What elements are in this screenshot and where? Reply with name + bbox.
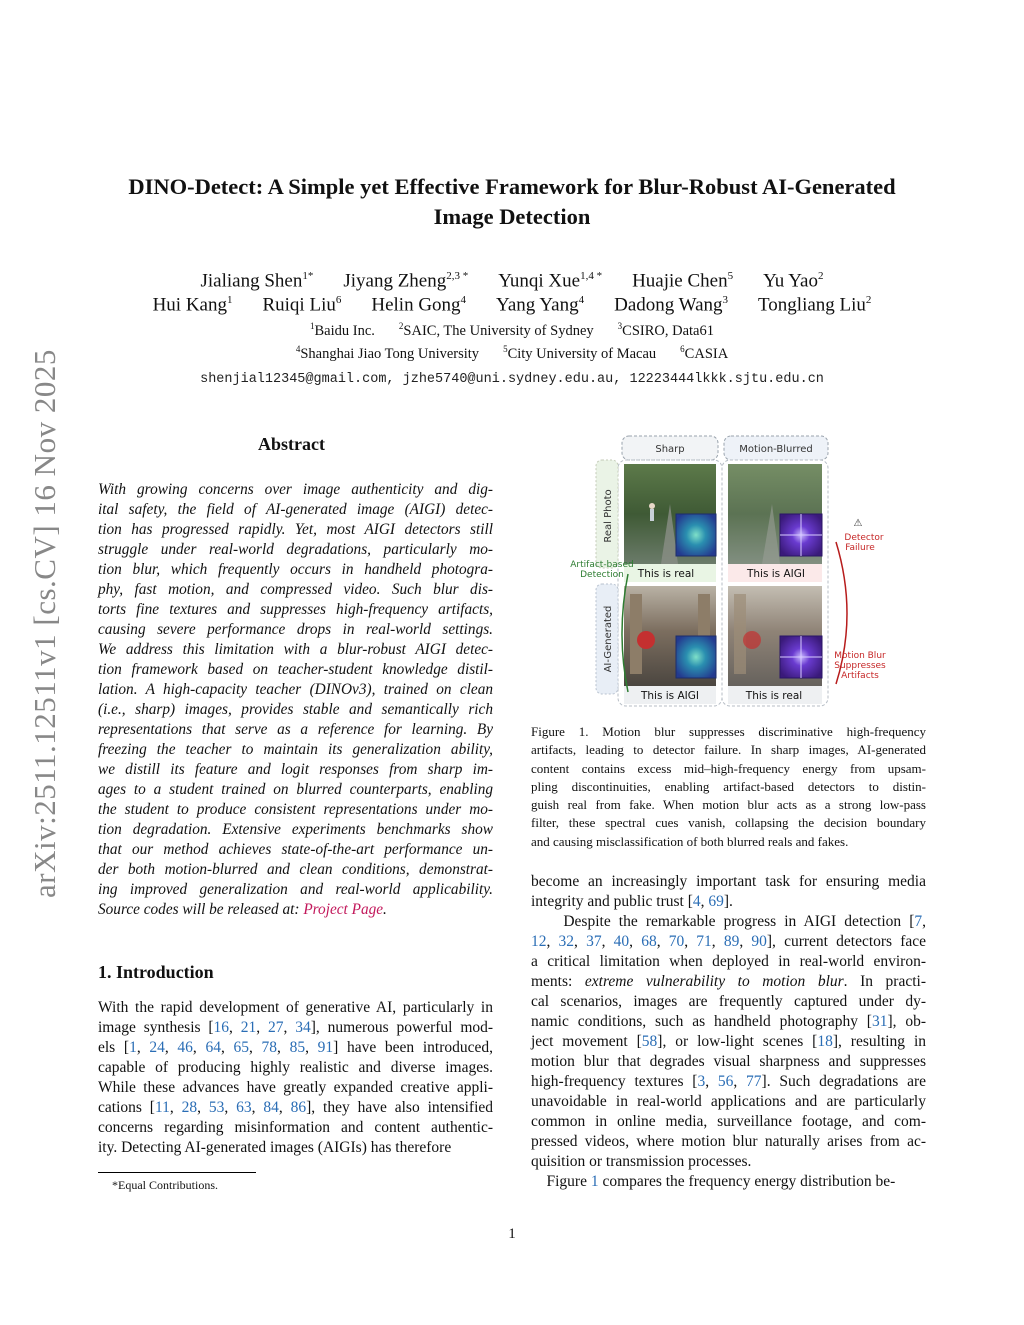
affiliation-number: 4 xyxy=(295,344,301,354)
body-text: capable of producing highly realistic and diverse images. xyxy=(98,1059,493,1076)
author xyxy=(371,294,466,316)
affiliation-row-2 xyxy=(80,344,944,363)
abstract-line: torts fine textures and suppresses high-frequency artifacts, xyxy=(98,601,493,618)
paper-title xyxy=(90,172,934,232)
citation-link[interactable]: 53 xyxy=(208,1099,225,1116)
citation-link[interactable]: 18 xyxy=(817,1033,833,1050)
sharp-ai-photo xyxy=(624,586,716,686)
real-row-label: Real Photo xyxy=(603,489,614,543)
citation-link[interactable]: 28 xyxy=(181,1099,198,1116)
body-text: , xyxy=(733,1073,747,1090)
body-text: , xyxy=(705,1073,718,1090)
author xyxy=(758,294,871,316)
text-line xyxy=(531,1032,926,1052)
body-text: , xyxy=(656,933,669,950)
body-text: image synthesis [ xyxy=(98,1019,214,1036)
citation-link[interactable]: 70 xyxy=(668,933,685,950)
body-text: , xyxy=(277,1039,290,1056)
ai-row-label: AI-Generated xyxy=(603,605,614,673)
blur-suppress-label-3: Artifacts xyxy=(841,671,879,681)
caption-line: filter, these spectral cues vanish, collapsing the decision boundary xyxy=(531,815,926,831)
abstract-line: that our method achieves state-of-the-art performance un- xyxy=(98,841,493,858)
detector-failure-label-2: Failure xyxy=(845,543,875,553)
citation-link[interactable]: 32 xyxy=(558,933,575,950)
caption-line: and causing misclassification of both blurred reals and fakes. xyxy=(531,833,849,849)
body-text: integrity and public trust [ xyxy=(531,893,693,910)
body-text: ]. Such degradations are xyxy=(761,1073,927,1090)
text-line xyxy=(98,1038,493,1058)
citation-link[interactable]: 65 xyxy=(233,1039,249,1056)
author xyxy=(200,270,313,292)
body-text: become an increasingly important task for ensuring media xyxy=(531,873,926,890)
footnote-rule xyxy=(98,1172,256,1173)
citation-link[interactable]: 46 xyxy=(177,1039,193,1056)
author-name: Ruiqi Liu xyxy=(262,294,336,316)
author-affiliation-mark: 1* xyxy=(302,270,314,282)
introduction-text xyxy=(98,998,493,1158)
citation-link[interactable]: 85 xyxy=(289,1039,306,1056)
body-text: ], they have also intensified xyxy=(306,1099,494,1116)
body-text: , xyxy=(305,1039,318,1056)
arxiv-identifier: arXiv:2511.12511v1 [cs.CV] 16 Nov 2025 xyxy=(27,349,62,898)
affiliation-name: CASIA xyxy=(684,345,729,362)
body-text: , xyxy=(700,893,709,910)
citation-link[interactable]: 64 xyxy=(205,1039,221,1056)
abstract-period: . xyxy=(383,901,387,918)
citation-link[interactable]: 7 xyxy=(914,913,923,930)
body-text: , xyxy=(684,933,697,950)
sharp-real-spectrum xyxy=(676,514,716,556)
affiliation-number: 2 xyxy=(398,321,404,331)
abstract-line: causing severe performance drops in real-world settings. xyxy=(98,621,493,638)
blur-column-label: Motion-Blurred xyxy=(739,444,813,455)
text-line xyxy=(531,1112,926,1132)
caption-line: artifacts, leading to detector failure. In sharp images, AI-generated xyxy=(531,742,926,758)
affiliation-number: 6 xyxy=(680,344,685,354)
abstract-line: the student to produce consistent representations under mo- xyxy=(98,801,493,818)
body-text: , xyxy=(197,1099,209,1116)
text-line xyxy=(531,872,926,892)
project-page-link[interactable]: Project Page xyxy=(303,901,384,918)
sharp-ai-spectrum xyxy=(676,636,716,678)
author-affiliation-mark: 4 xyxy=(578,294,585,306)
body-text: unavoidable in real-world applications and are particularly xyxy=(531,1093,926,1110)
abstract-line: we distill its feature and logit responses from sharp im- xyxy=(98,761,493,778)
abstract-line: ital safety, the field of AI-generated image (AIGI) detec- xyxy=(98,501,493,518)
author xyxy=(614,294,728,316)
abstract-line: der both motion-blurred and clean conditions, demonstrat- xyxy=(98,861,493,878)
abstract-line: ages to a student trained on blurred counterparts, enabling xyxy=(98,781,493,798)
citation-link[interactable]: 24 xyxy=(149,1039,165,1056)
affiliation xyxy=(503,344,656,363)
caption-line: content contains excess mid–high-frequency energy from upsam- xyxy=(531,760,926,776)
abstract-line: We address this limitation with a blur-robust AIGI detec- xyxy=(98,641,493,658)
title-line-2: Image Detection xyxy=(433,204,591,229)
affiliation xyxy=(618,321,714,340)
email-line xyxy=(80,369,944,387)
citation-link[interactable]: 3 xyxy=(697,1073,706,1090)
author-affiliation-mark: 2,3 * xyxy=(446,270,469,282)
text-line xyxy=(98,1058,493,1078)
author-name: Yu Yao xyxy=(763,270,818,292)
footnote: *Equal Contributions. xyxy=(112,1178,218,1192)
body-text: , xyxy=(164,1039,178,1056)
body-text: concerns regarding misinformation and content authentic- xyxy=(98,1119,493,1136)
author-affiliation-mark: 2 xyxy=(818,270,824,282)
body-text: ], numerous powerful mod- xyxy=(310,1019,494,1036)
text-line xyxy=(531,1052,926,1072)
page-number: 1 xyxy=(508,1226,516,1242)
body-text: Despite the remarkable progress in AIGI detection [ xyxy=(531,913,915,930)
body-text: compares the frequency energy distribution be- xyxy=(598,1173,896,1190)
sharp-real-verdict: This is real xyxy=(637,568,695,580)
author-name: Dadong Wang xyxy=(614,294,723,316)
body-text: While these advances have greatly expanded creative appli- xyxy=(98,1079,493,1096)
sharp-ai-verdict: This is AIGI xyxy=(640,690,700,702)
emphasis-text: extreme vulnerability to motion blur xyxy=(584,973,844,990)
author-name: Jiyang Zheng xyxy=(343,270,447,292)
body-text: ments: xyxy=(531,973,585,990)
body-text: , xyxy=(283,1019,296,1036)
citation-link[interactable]: 31 xyxy=(871,1013,888,1030)
body-text: , xyxy=(922,913,926,930)
citation-link[interactable]: 71 xyxy=(696,933,712,950)
citation-link[interactable]: 37 xyxy=(586,933,602,950)
blur-suppress-label-2: Suppresses xyxy=(834,661,886,671)
body-text: , xyxy=(169,1099,182,1116)
affiliation-number: 3 xyxy=(617,321,623,331)
author-name: Yunqi Xue xyxy=(498,270,581,292)
body-text: ]. xyxy=(723,893,733,910)
author xyxy=(496,294,584,316)
body-text: common in online media, surveillance footage, and com- xyxy=(531,1113,926,1130)
text-line xyxy=(531,1152,926,1172)
text-line xyxy=(531,932,926,952)
introduction-heading: 1. Introduction xyxy=(98,962,214,982)
body-text: ], current detectors face xyxy=(766,933,927,950)
body-text: , xyxy=(251,1099,264,1116)
citation-link[interactable]: 77 xyxy=(746,1073,762,1090)
sharp-real-photo xyxy=(624,464,716,564)
affiliation xyxy=(680,344,728,363)
right-column-text xyxy=(531,872,926,1192)
author-affiliation-mark: 3 xyxy=(722,294,729,306)
author-affiliation-mark: 1,4 * xyxy=(580,270,603,282)
abstract-heading: Abstract xyxy=(258,434,325,454)
citation-link[interactable]: 69 xyxy=(708,893,724,910)
citation-link[interactable]: 89 xyxy=(723,933,740,950)
citation-link[interactable]: 91 xyxy=(317,1039,334,1056)
citation-link[interactable]: 11 xyxy=(154,1099,170,1116)
blurred-real-photo xyxy=(728,464,822,564)
text-line xyxy=(98,1018,493,1038)
body-text: ity. Detecting AI-generated images (AIGIs) has therefore xyxy=(98,1139,452,1156)
body-text: , xyxy=(546,933,559,950)
body-text: pressed videos, where motion blur naturally arises from ac- xyxy=(531,1133,926,1150)
body-text: , xyxy=(574,933,587,950)
citation-link[interactable]: 58 xyxy=(641,1033,658,1050)
body-text: , xyxy=(136,1039,150,1056)
text-line xyxy=(98,1118,493,1138)
text-line xyxy=(98,1138,493,1158)
affiliation xyxy=(310,321,375,340)
citation-link[interactable]: 4 xyxy=(692,893,701,910)
abstract-line: tion framework based on teacher-student knowledge distil- xyxy=(98,661,493,678)
body-text: a critical limitation when deployed in real-world environ- xyxy=(531,953,926,970)
author-list-row-1 xyxy=(80,270,944,292)
title-line-1: DINO-Detect: A Simple yet Effective Framework for Blur-Robust AI-Generated xyxy=(128,174,896,199)
blurred-ai-verdict: This is real xyxy=(745,690,803,702)
citation-link[interactable]: 86 xyxy=(290,1099,307,1116)
abstract-line: phy, fast motion, and compressed video. Such blur dis- xyxy=(98,581,493,598)
text-line xyxy=(98,1078,493,1098)
citation-link[interactable]: 27 xyxy=(267,1019,284,1036)
abstract-line: tion degradation. Extensive experiments benchmarks show xyxy=(98,821,493,838)
figure-1 xyxy=(566,434,892,708)
text-line xyxy=(531,952,926,972)
author-name: Hui Kang xyxy=(152,294,227,316)
blurred-real-verdict: This is AIGI xyxy=(746,568,806,580)
author-affiliation-mark: 1 xyxy=(226,294,233,306)
email-addresses: shenjial12345@gmail.com, jzhe5740@uni.sydney.edu.au, 12223444lkkk.sjtu.edu.cn xyxy=(200,372,824,387)
body-text: Figure xyxy=(531,1173,591,1190)
text-line xyxy=(98,1098,493,1118)
citation-link[interactable]: 68 xyxy=(641,933,657,950)
sharp-column-label: Sharp xyxy=(655,444,685,455)
text-line xyxy=(531,1012,926,1032)
body-text: . In practi- xyxy=(843,973,926,990)
caption-line: pling discontinuities, enabling artifact-based detectors to distin- xyxy=(531,778,926,794)
author-name: Tongliang Liu xyxy=(758,294,866,316)
body-text: , xyxy=(256,1019,268,1036)
detector-failure-label-1: Detector xyxy=(844,533,884,543)
author-name: Yang Yang xyxy=(496,294,579,316)
abstract-source-text: Source codes will be released at: xyxy=(98,901,304,918)
body-text: With the rapid development of generative AI, particularly in xyxy=(98,999,493,1016)
citation-link[interactable]: 78 xyxy=(261,1039,278,1056)
author xyxy=(632,270,733,292)
blur-suppress-label-1: Motion Blur xyxy=(834,651,886,661)
detector-warning-icon: ⚠ xyxy=(853,518,863,529)
author-affiliation-mark: 5 xyxy=(727,270,734,282)
body-text: ], ob- xyxy=(887,1013,926,1030)
body-text: ], or low-light scenes [ xyxy=(657,1033,818,1050)
text-line xyxy=(531,1132,926,1152)
body-text: , xyxy=(629,933,642,950)
abstract-line: tion has progressed rapidly. Yet, most AIGI detectors still xyxy=(98,521,493,538)
author xyxy=(343,270,468,292)
artifact-detection-label-2: Detection xyxy=(580,570,624,580)
text-line xyxy=(531,1072,926,1092)
author-affiliation-mark: 6 xyxy=(335,294,342,306)
body-text: , xyxy=(278,1099,291,1116)
citation-link[interactable]: 1 xyxy=(590,1173,599,1190)
body-text: cal scenarios, images are frequently captured under dy- xyxy=(531,993,926,1010)
abstract-line: freezing the teacher to maintain its generalization ability, xyxy=(98,741,493,758)
caption-line: Figure 1. Motion blur suppresses discriminative high-frequency xyxy=(531,724,926,739)
author-list-row-2 xyxy=(80,294,944,316)
citation-link[interactable]: 56 xyxy=(717,1073,734,1090)
body-text: motion blur that degrades visual sharpness and suppresses xyxy=(531,1053,926,1070)
body-text: ], resulting in xyxy=(832,1033,926,1050)
author xyxy=(498,270,602,292)
citation-link[interactable]: 63 xyxy=(236,1099,252,1116)
affiliation-name: Baidu Inc. xyxy=(314,322,375,339)
affiliation-name: Shanghai Jiao Tong University xyxy=(300,345,480,362)
author xyxy=(262,294,341,316)
citation-link[interactable]: 40 xyxy=(613,933,630,950)
body-text: , xyxy=(224,1099,237,1116)
author-name: Jialiang Shen xyxy=(200,270,303,292)
abstract-line: representations that serve as a reference for learning. By xyxy=(98,721,493,738)
abstract-line: tion blur, which frequently occurs in handheld photogra- xyxy=(98,561,493,578)
affiliation-name: City University of Macau xyxy=(507,345,657,362)
body-text: , xyxy=(192,1039,206,1056)
body-text: ject movement [ xyxy=(531,1033,642,1050)
figure-1-caption xyxy=(531,723,926,851)
abstract-line: struggle under real-world degradations, particularly mo- xyxy=(98,541,493,558)
affiliation-name: SAIC, The University of Sydney xyxy=(403,322,594,339)
text-line xyxy=(98,998,493,1018)
body-text: high-frequency textures [ xyxy=(531,1073,698,1090)
author-name: Helin Gong xyxy=(371,294,461,316)
abstract-line: ing improved generalization and real-world applicability. xyxy=(98,881,493,898)
body-text: els [ xyxy=(98,1039,130,1056)
text-line xyxy=(531,912,926,932)
author-affiliation-mark: 2 xyxy=(865,294,872,306)
body-text: cations [ xyxy=(98,1099,155,1116)
affiliation-row-1 xyxy=(80,321,944,340)
body-text: , xyxy=(601,933,614,950)
citation-link[interactable]: 84 xyxy=(263,1099,279,1116)
author-name: Huajie Chen xyxy=(632,270,728,292)
affiliation xyxy=(296,344,479,363)
body-text: , xyxy=(739,933,752,950)
abstract-last-line xyxy=(98,900,493,920)
text-line xyxy=(531,1172,926,1192)
citation-link[interactable]: 34 xyxy=(295,1019,311,1036)
caption-line: guish real from fake. When motion blur acts as a strong low-pass xyxy=(531,797,926,813)
artifact-detection-label-1: Artifact-based xyxy=(570,560,634,570)
citation-link[interactable]: 90 xyxy=(751,933,767,950)
body-text: namic conditions, such as handheld photography [ xyxy=(531,1013,872,1030)
text-line xyxy=(531,992,926,1012)
text-line xyxy=(531,1092,926,1112)
affiliation-number: 5 xyxy=(503,344,508,354)
text-line xyxy=(531,972,926,992)
author xyxy=(763,270,823,292)
body-text: , xyxy=(249,1039,262,1056)
author xyxy=(153,294,233,316)
body-text: quisition or transmission processes. xyxy=(531,1153,752,1170)
abstract-line: (i.e., sharp) images, provides stable and semantically rich xyxy=(98,701,493,718)
citation-link[interactable]: 16 xyxy=(213,1019,230,1036)
body-text: , xyxy=(220,1039,234,1056)
abstract-text xyxy=(98,480,493,920)
affiliation xyxy=(399,321,594,340)
citation-link[interactable]: 21 xyxy=(240,1019,257,1036)
blurred-ai-photo xyxy=(728,586,822,686)
body-text: , xyxy=(229,1019,241,1036)
affiliation-name: CSIRO, Data61 xyxy=(622,322,714,339)
body-text: ] have been introduced, xyxy=(333,1039,493,1056)
text-line xyxy=(531,892,926,912)
citation-link[interactable]: 1 xyxy=(129,1039,137,1056)
affiliation-number: 1 xyxy=(310,321,315,331)
citation-link[interactable]: 12 xyxy=(531,933,547,950)
abstract-line: With growing concerns over image authenticity and dig- xyxy=(98,481,493,498)
abstract-line: lation. A high-capacity teacher (DINOv3), trained on clean xyxy=(98,681,493,698)
author-affiliation-mark: 4 xyxy=(460,294,467,306)
body-text: , xyxy=(711,933,724,950)
